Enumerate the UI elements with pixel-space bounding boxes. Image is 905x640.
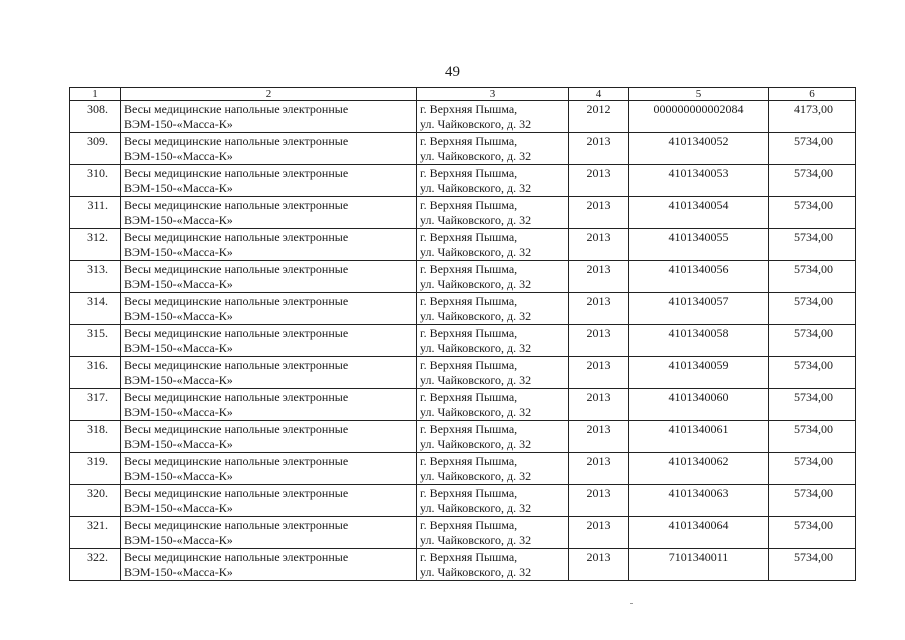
table-row: [70, 293, 856, 325]
inventory-number-cell: 4101340055: [629, 229, 769, 261]
inventory-number-cell: 4101340056: [629, 261, 769, 293]
item-name-line-2: ВЭМ-150-«Масса-К»: [124, 277, 233, 291]
row-number: 313.: [70, 261, 121, 293]
year-cell: 2013: [569, 293, 629, 325]
item-name-line-2: ВЭМ-150-«Масса-К»: [124, 117, 233, 131]
cost-cell: 5734,00: [769, 165, 856, 197]
address-cell: [417, 261, 569, 293]
scan-speck: [630, 603, 633, 604]
year-cell: 2013: [569, 229, 629, 261]
column-header-5: 5: [629, 88, 769, 101]
address-line-2: ул. Чайковского, д. 32: [420, 437, 532, 451]
address-cell: [417, 101, 569, 133]
row-number: 314.: [70, 293, 121, 325]
table-row: [70, 389, 856, 421]
address-line-1: г. Верхняя Пышма,: [420, 326, 518, 340]
year-cell: 2013: [569, 133, 629, 165]
item-name-cell: [121, 549, 417, 581]
address-line-2: ул. Чайковского, д. 32: [420, 469, 532, 483]
asset-register-table: [69, 87, 856, 581]
column-header-2: 2: [121, 88, 417, 101]
item-name-line-1: Весы медицинские напольные электронные: [124, 230, 349, 244]
cost-cell: 5734,00: [769, 357, 856, 389]
item-name-line-1: Весы медицинские напольные электронные: [124, 358, 349, 372]
inventory-number-cell: 4101340058: [629, 325, 769, 357]
cost-cell: 5734,00: [769, 549, 856, 581]
address-cell: [417, 421, 569, 453]
cost-cell: 5734,00: [769, 133, 856, 165]
address-line-1: г. Верхняя Пышма,: [420, 262, 518, 276]
item-name-line-1: Весы медицинские напольные электронные: [124, 550, 349, 564]
column-header-6: 6: [769, 88, 856, 101]
table-row: [70, 357, 856, 389]
table-row: [70, 101, 856, 133]
cost-cell: 5734,00: [769, 389, 856, 421]
item-name-line-2: ВЭМ-150-«Масса-К»: [124, 565, 233, 579]
item-name-cell: [121, 421, 417, 453]
item-name-line-2: ВЭМ-150-«Масса-К»: [124, 405, 233, 419]
cost-cell: 5734,00: [769, 229, 856, 261]
inventory-number-cell: 4101340057: [629, 293, 769, 325]
item-name-line-1: Весы медицинские напольные электронные: [124, 102, 349, 116]
inventory-number-cell: 4101340064: [629, 517, 769, 549]
year-cell: 2013: [569, 485, 629, 517]
year-cell: 2013: [569, 261, 629, 293]
year-cell: 2013: [569, 197, 629, 229]
address-line-1: г. Верхняя Пышма,: [420, 294, 518, 308]
cost-cell: 4173,00: [769, 101, 856, 133]
address-cell: [417, 229, 569, 261]
table-row: [70, 261, 856, 293]
address-line-1: г. Верхняя Пышма,: [420, 422, 518, 436]
address-line-2: ул. Чайковского, д. 32: [420, 213, 532, 227]
address-cell: [417, 357, 569, 389]
column-header-1: 1: [70, 88, 121, 101]
address-cell: [417, 517, 569, 549]
year-cell: 2013: [569, 165, 629, 197]
address-cell: [417, 549, 569, 581]
item-name-line-2: ВЭМ-150-«Масса-К»: [124, 373, 233, 387]
item-name-cell: [121, 293, 417, 325]
item-name-line-1: Весы медицинские напольные электронные: [124, 134, 349, 148]
address-line-1: г. Верхняя Пышма,: [420, 102, 518, 116]
item-name-cell: [121, 229, 417, 261]
item-name-line-2: ВЭМ-150-«Масса-К»: [124, 533, 233, 547]
item-name-cell: [121, 101, 417, 133]
year-cell: 2013: [569, 389, 629, 421]
page-number: 49: [445, 64, 460, 80]
inventory-number-cell: 4101340053: [629, 165, 769, 197]
item-name-line-2: ВЭМ-150-«Масса-К»: [124, 341, 233, 355]
row-number: 315.: [70, 325, 121, 357]
inventory-number-cell: 4101340060: [629, 389, 769, 421]
item-name-line-2: ВЭМ-150-«Масса-К»: [124, 309, 233, 323]
cost-cell: 5734,00: [769, 325, 856, 357]
inventory-number-cell: 000000000002084: [629, 101, 769, 133]
address-line-2: ул. Чайковского, д. 32: [420, 277, 532, 291]
row-number: 311.: [70, 197, 121, 229]
item-name-cell: [121, 325, 417, 357]
table-header: [70, 88, 856, 101]
item-name-line-2: ВЭМ-150-«Масса-К»: [124, 181, 233, 195]
table-row: [70, 197, 856, 229]
row-number: 308.: [70, 101, 121, 133]
year-cell: 2013: [569, 325, 629, 357]
address-line-1: г. Верхняя Пышма,: [420, 390, 518, 404]
address-cell: [417, 389, 569, 421]
item-name-line-2: ВЭМ-150-«Масса-К»: [124, 245, 233, 259]
address-cell: [417, 165, 569, 197]
table-row: [70, 517, 856, 549]
item-name-line-2: ВЭМ-150-«Масса-К»: [124, 213, 233, 227]
inventory-number-cell: 7101340011: [629, 549, 769, 581]
address-line-2: ул. Чайковского, д. 32: [420, 149, 532, 163]
item-name-cell: [121, 165, 417, 197]
cost-cell: 5734,00: [769, 293, 856, 325]
table-row: [70, 485, 856, 517]
row-number: 319.: [70, 453, 121, 485]
address-line-2: ул. Чайковского, д. 32: [420, 565, 532, 579]
item-name-line-1: Весы медицинские напольные электронные: [124, 454, 349, 468]
cost-cell: 5734,00: [769, 421, 856, 453]
address-cell: [417, 197, 569, 229]
inventory-number-cell: 4101340061: [629, 421, 769, 453]
address-line-1: г. Верхняя Пышма,: [420, 230, 518, 244]
inventory-number-cell: 4101340059: [629, 357, 769, 389]
column-header-4: 4: [569, 88, 629, 101]
address-line-2: ул. Чайковского, д. 32: [420, 309, 532, 323]
inventory-number-cell: 4101340054: [629, 197, 769, 229]
item-name-cell: [121, 485, 417, 517]
item-name-line-2: ВЭМ-150-«Масса-К»: [124, 437, 233, 451]
table-row: [70, 453, 856, 485]
address-cell: [417, 453, 569, 485]
item-name-line-1: Весы медицинские напольные электронные: [124, 166, 349, 180]
address-line-2: ул. Чайковского, д. 32: [420, 373, 532, 387]
header-row: [70, 88, 856, 101]
address-line-2: ул. Чайковского, д. 32: [420, 533, 532, 547]
cost-cell: 5734,00: [769, 197, 856, 229]
row-number: 316.: [70, 357, 121, 389]
address-line-1: г. Верхняя Пышма,: [420, 198, 518, 212]
address-line-2: ул. Чайковского, д. 32: [420, 341, 532, 355]
row-number: 310.: [70, 165, 121, 197]
year-cell: 2012: [569, 101, 629, 133]
year-cell: 2013: [569, 453, 629, 485]
item-name-line-1: Весы медицинские напольные электронные: [124, 486, 349, 500]
address-cell: [417, 485, 569, 517]
item-name-line-2: ВЭМ-150-«Масса-К»: [124, 469, 233, 483]
item-name-line-1: Весы медицинские напольные электронные: [124, 422, 349, 436]
item-name-cell: [121, 261, 417, 293]
row-number: 317.: [70, 389, 121, 421]
row-number: 322.: [70, 549, 121, 581]
address-cell: [417, 133, 569, 165]
inventory-number-cell: 4101340052: [629, 133, 769, 165]
row-number: 318.: [70, 421, 121, 453]
item-name-line-1: Весы медицинские напольные электронные: [124, 198, 349, 212]
year-cell: 2013: [569, 517, 629, 549]
address-line-1: г. Верхняя Пышма,: [420, 454, 518, 468]
cost-cell: 5734,00: [769, 517, 856, 549]
cost-cell: 5734,00: [769, 453, 856, 485]
address-line-1: г. Верхняя Пышма,: [420, 166, 518, 180]
row-number: 321.: [70, 517, 121, 549]
item-name-cell: [121, 133, 417, 165]
item-name-line-2: ВЭМ-150-«Масса-К»: [124, 501, 233, 515]
address-line-2: ул. Чайковского, д. 32: [420, 405, 532, 419]
row-number: 309.: [70, 133, 121, 165]
year-cell: 2013: [569, 549, 629, 581]
row-number: 312.: [70, 229, 121, 261]
item-name-line-1: Весы медицинские напольные электронные: [124, 262, 349, 276]
inventory-number-cell: 4101340063: [629, 485, 769, 517]
address-line-1: г. Верхняя Пышма,: [420, 550, 518, 564]
cost-cell: 5734,00: [769, 485, 856, 517]
address-line-2: ул. Чайковского, д. 32: [420, 181, 532, 195]
item-name-line-1: Весы медицинские напольные электронные: [124, 390, 349, 404]
inventory-number-cell: 4101340062: [629, 453, 769, 485]
item-name-cell: [121, 357, 417, 389]
cost-cell: 5734,00: [769, 261, 856, 293]
table-row: [70, 165, 856, 197]
item-name-line-1: Весы медицинские напольные электронные: [124, 326, 349, 340]
address-line-1: г. Верхняя Пышма,: [420, 486, 518, 500]
item-name-line-1: Весы медицинские напольные электронные: [124, 294, 349, 308]
address-line-1: г. Верхняя Пышма,: [420, 518, 518, 532]
address-cell: [417, 293, 569, 325]
year-cell: 2013: [569, 357, 629, 389]
table-row: [70, 229, 856, 261]
table-row: [70, 549, 856, 581]
item-name-cell: [121, 389, 417, 421]
address-line-1: г. Верхняя Пышма,: [420, 134, 518, 148]
item-name-cell: [121, 197, 417, 229]
table-row: [70, 325, 856, 357]
item-name-line-2: ВЭМ-150-«Масса-К»: [124, 149, 233, 163]
table-row: [70, 133, 856, 165]
table-row: [70, 421, 856, 453]
item-name-cell: [121, 517, 417, 549]
year-cell: 2013: [569, 421, 629, 453]
table-body: [70, 101, 856, 581]
item-name-line-1: Весы медицинские напольные электронные: [124, 518, 349, 532]
column-header-3: 3: [417, 88, 569, 101]
address-line-2: ул. Чайковского, д. 32: [420, 117, 532, 131]
address-cell: [417, 325, 569, 357]
address-line-2: ул. Чайковского, д. 32: [420, 501, 532, 515]
row-number: 320.: [70, 485, 121, 517]
address-line-1: г. Верхняя Пышма,: [420, 358, 518, 372]
address-line-2: ул. Чайковского, д. 32: [420, 245, 532, 259]
item-name-cell: [121, 453, 417, 485]
